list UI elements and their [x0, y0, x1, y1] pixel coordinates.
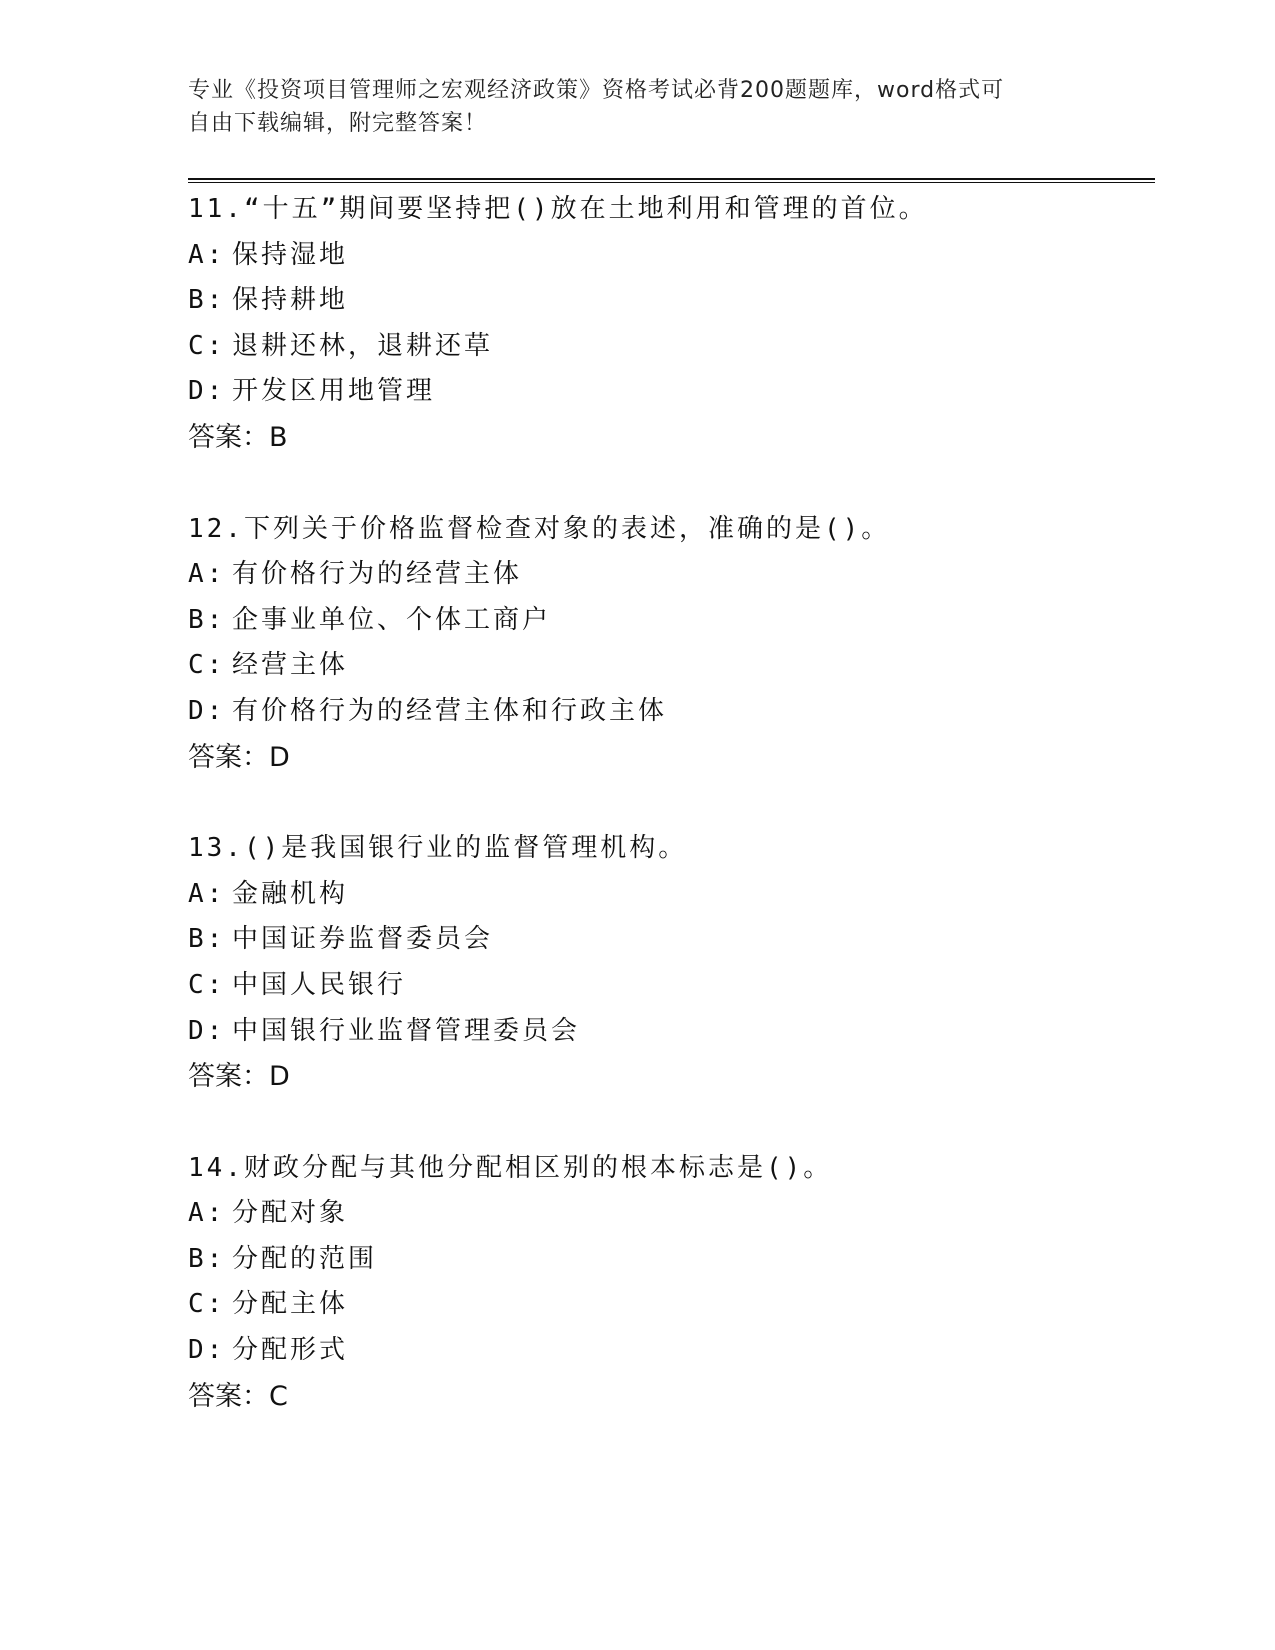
question-stem: 13.()是我国银行业的监督管理机构。 [188, 833, 688, 864]
option-text: 分配对象 [232, 1198, 349, 1229]
option-d [188, 689, 1155, 735]
option-b [188, 278, 1155, 324]
option-text: 企事业单位、个体工商户 [232, 604, 552, 635]
option-label: A: [188, 239, 226, 270]
option-c [188, 643, 1155, 689]
option-c [188, 963, 1155, 1009]
option-text: 中国证券监督委员会 [232, 924, 494, 955]
option-d [188, 369, 1155, 415]
option-label: C: [188, 1289, 226, 1320]
option-b [188, 917, 1155, 963]
question-stem: 11.“十五”期间要坚持把()放在土地利用和管理的首位。 [188, 194, 928, 224]
option-text: 有价格行为的经营主体和行政主体 [232, 695, 668, 726]
option-b [188, 1237, 1155, 1283]
option-text: 分配主体 [232, 1289, 349, 1320]
question-11 [188, 187, 1155, 461]
option-a [188, 552, 1155, 598]
option-d [188, 1009, 1155, 1055]
option-text: 保持耕地 [232, 285, 349, 316]
header-divider [188, 178, 1155, 183]
option-label: B: [188, 604, 226, 635]
option-label: A: [188, 878, 226, 909]
option-label: B: [188, 1243, 226, 1274]
option-text: 有价格行为的经营主体 [232, 559, 523, 590]
option-a [188, 1191, 1155, 1237]
option-c [188, 1282, 1155, 1328]
question-13 [188, 826, 1155, 1100]
option-label: C: [188, 969, 226, 1000]
option-label: D: [188, 695, 226, 726]
answer-line: 答案：B [188, 421, 288, 453]
option-text: 退耕还林，退耕还草 [232, 330, 494, 361]
option-label: A: [188, 1198, 226, 1229]
option-text: 金融机构 [232, 878, 349, 909]
option-text: 分配的范围 [232, 1243, 378, 1274]
option-label: B: [188, 285, 226, 316]
option-label: C: [188, 330, 226, 361]
option-label: D: [188, 1335, 226, 1366]
option-label: B: [188, 924, 226, 955]
question-stem: 12.下列关于价格监督检查对象的表述，准确的是()。 [188, 513, 891, 544]
option-text: 经营主体 [232, 650, 349, 681]
answer-line: 答案：D [188, 1061, 290, 1093]
answer-line: 答案：C [188, 1380, 288, 1412]
option-text: 分配形式 [232, 1335, 349, 1366]
option-c [188, 324, 1155, 370]
header-line-1: 专业《投资项目管理师之宏观经济政策》资格考试必背200题题库，word格式可 [188, 78, 1005, 103]
option-text: 中国银行业监督管理委员会 [232, 1015, 581, 1046]
option-label: C: [188, 650, 226, 681]
header-line-2: 自由下载编辑，附完整答案！ [188, 111, 488, 136]
option-d [188, 1328, 1155, 1374]
question-14 [188, 1146, 1155, 1420]
option-label: D: [188, 376, 226, 407]
option-text: 中国人民银行 [232, 969, 407, 1000]
option-text: 保持湿地 [232, 239, 349, 270]
option-label: A: [188, 559, 226, 590]
option-b [188, 598, 1155, 644]
option-label: D: [188, 1015, 226, 1046]
option-a [188, 233, 1155, 279]
option-text: 开发区用地管理 [232, 376, 436, 407]
question-stem: 14.财政分配与其他分配相区别的根本标志是()。 [188, 1152, 833, 1183]
document-header [188, 74, 1088, 140]
question-list [188, 187, 1155, 1465]
question-12 [188, 507, 1155, 781]
option-a [188, 872, 1155, 918]
answer-line: 答案：D [188, 741, 290, 773]
